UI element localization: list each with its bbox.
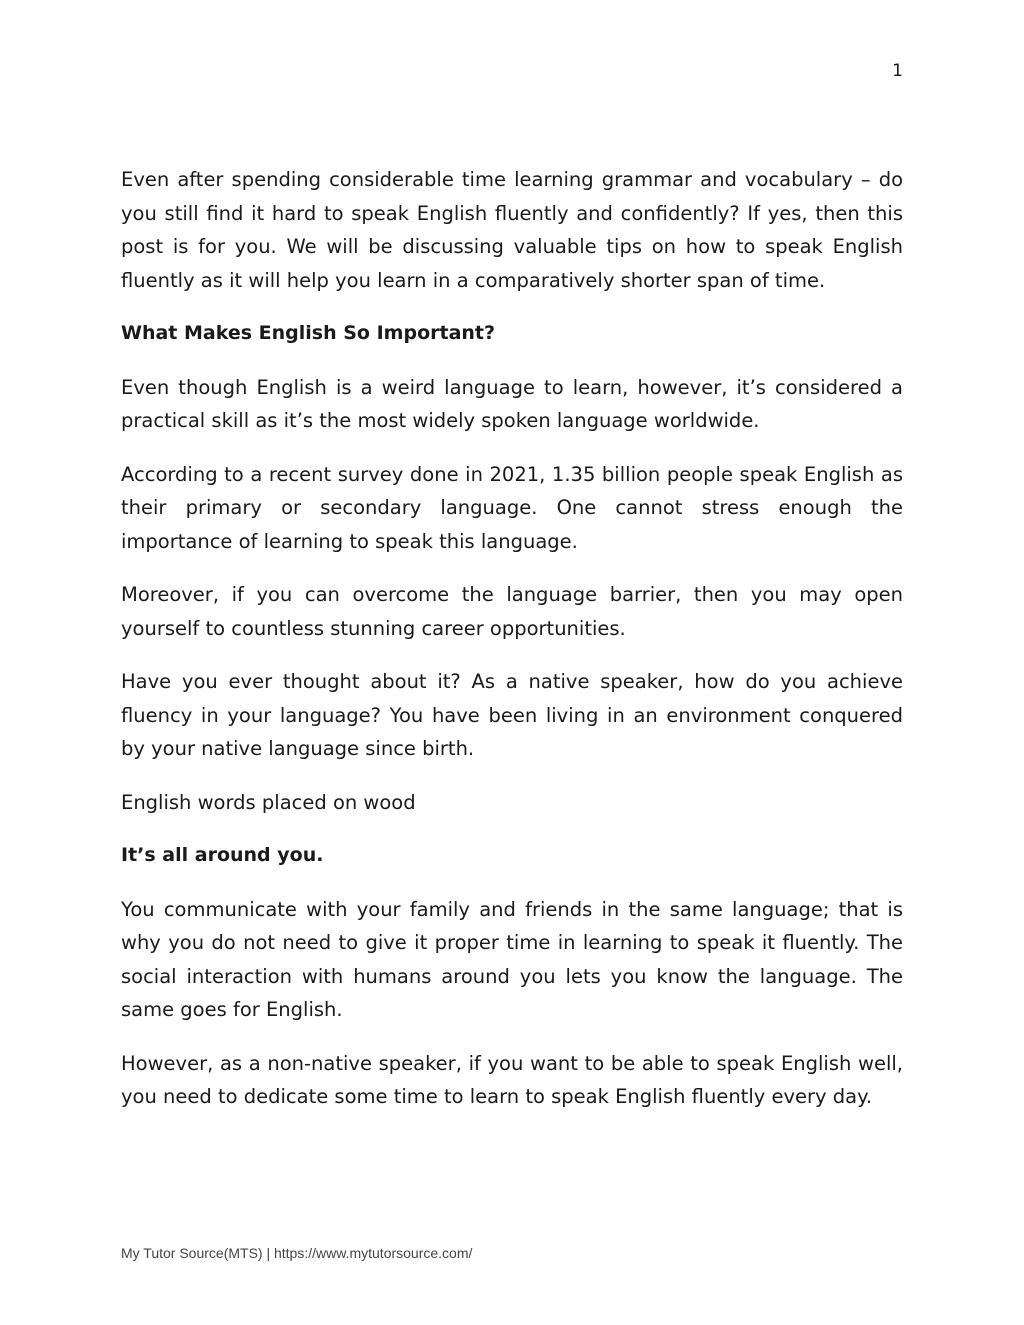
image-caption: English words placed on wood: [121, 790, 416, 814]
paragraph-weird-language: Even though English is a weird language to learn, however, it’s considered a practical skill as it’s the most widely spoken language worldwide.: [121, 375, 903, 432]
page-number: 1: [892, 61, 903, 81]
section-heading-importance: What Makes English So Important?: [121, 322, 496, 344]
paragraph-career: Moreover, if you can overcome the language barrier, then you may open yourself to countless stunning career opportunities.: [121, 583, 903, 640]
section-heading-all-around: It’s all around you.: [121, 844, 324, 866]
paragraph-survey: According to a recent survey done in 2021, 1.35 billion people speak English as their primary or secondary language. One cannot stress enough the importance of learning to speak this language.: [121, 462, 903, 553]
intro-paragraph: Even after spending considerable time learning grammar and vocabulary – do you still find it hard to speak English fluently and confidently? If yes, then this post is for you. We will be discussing valuable tips on how to speak English fluently as it will help you learn in a comparatively shorter span of time.: [121, 168, 903, 292]
document-body: [121, 163, 903, 1134]
paragraph-native-speaker: Have you ever thought about it? As a native speaker, how do you achieve fluency in your language? You have been living in an environment conquered by your native language since birth.: [121, 670, 903, 760]
paragraph-communicate: You communicate with your family and friends in the same language; that is why you do not need to give it proper time in learning to speak it fluently. The social interaction with humans around you lets you know the language. The same goes for English.: [121, 897, 903, 1021]
page-footer: My Tutor Source(MTS) | https://www.mytutorsource.com/: [121, 1245, 473, 1261]
paragraph-non-native: However, as a non-native speaker, if you want to be able to speak English well, you need to dedicate some time to learn to speak English fluently every day.: [121, 1051, 903, 1108]
